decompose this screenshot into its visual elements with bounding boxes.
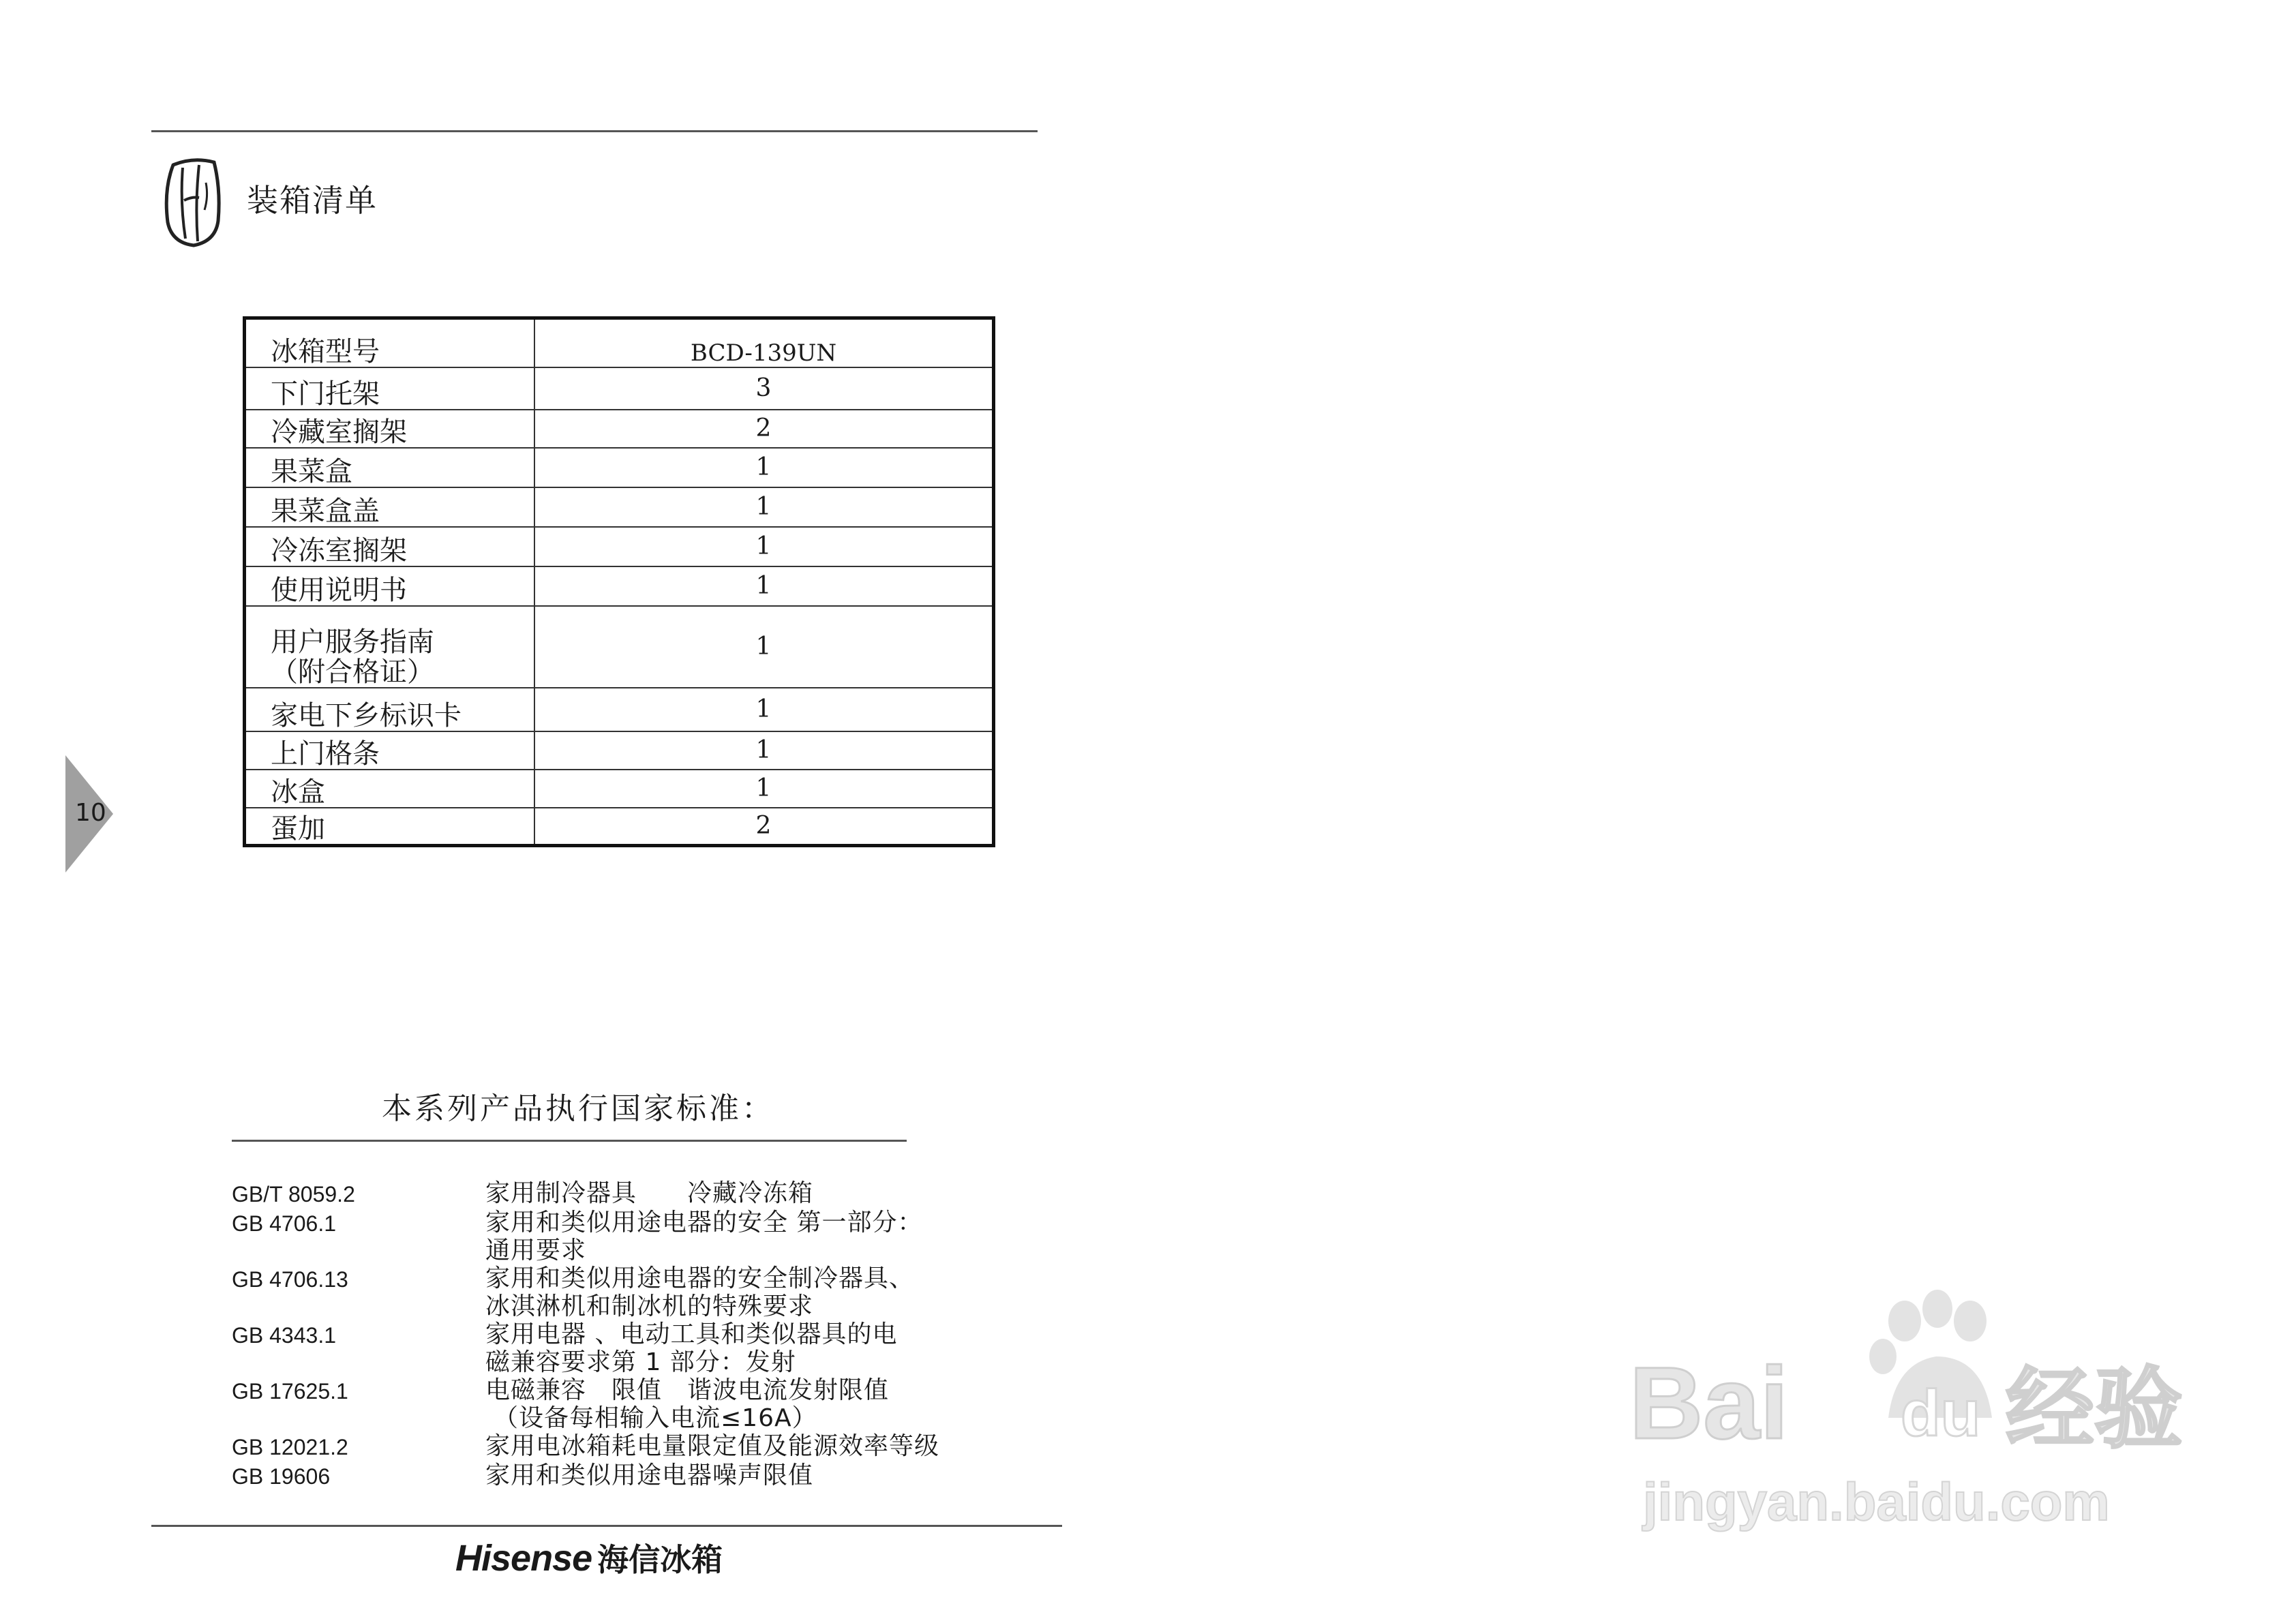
- standard-description: [485, 1461, 813, 1489]
- item-name: [245, 688, 535, 731]
- item-name-line: 果菜盒: [271, 455, 352, 487]
- table-row: [245, 770, 994, 808]
- standard-description-line: 家用电器 、电动工具和类似器具的电: [485, 1320, 898, 1348]
- refrigerator-icon: [160, 155, 226, 249]
- brand-logo: [455, 1535, 723, 1580]
- table-row: [245, 487, 994, 527]
- standard-description: [485, 1179, 813, 1207]
- standard-code: GB 17625.1: [232, 1379, 348, 1404]
- standards-rule: [232, 1140, 907, 1142]
- bottom-rule: [151, 1525, 1062, 1527]
- standard-description-line: （设备每相输入电流≤16A）: [494, 1404, 817, 1432]
- item-name: [245, 367, 535, 410]
- standard-code: GB 19606: [232, 1464, 331, 1489]
- standard-item: [232, 1461, 1023, 1491]
- standard-item: [232, 1320, 1023, 1376]
- item-name-line: （附合格证）: [271, 656, 434, 688]
- item-name-line: 用户服务指南: [271, 626, 434, 658]
- standard-description: [485, 1209, 922, 1264]
- item-name-line: 冰箱型号: [271, 335, 380, 367]
- standard-description: [485, 1264, 914, 1320]
- watermark-cn: 经验: [2006, 1357, 2184, 1461]
- item-name-line: 使用说明书: [271, 574, 407, 606]
- item-name-line: 蛋加: [271, 813, 325, 845]
- standard-description-line: 家用电冰箱耗电量限定值及能源效率等级: [485, 1432, 940, 1460]
- standard-description-line: 家用和类似用途电器的安全 第一部分：: [485, 1209, 923, 1237]
- item-name: [245, 487, 535, 527]
- table-row: [245, 566, 994, 606]
- watermark-bai: Bai: [1629, 1346, 1789, 1460]
- item-name: [245, 527, 535, 566]
- item-quantity: 1: [534, 487, 994, 527]
- standard-item: [232, 1432, 1023, 1461]
- standard-description-line: 家用和类似用途电器噪声限值: [485, 1461, 814, 1489]
- item-name: [245, 606, 535, 688]
- standard-description-line: 电磁兼容 限值 谐波电流发射限值: [485, 1376, 890, 1404]
- item-name-line: 上门格条: [271, 738, 380, 770]
- brand-cn: 海信冰箱: [597, 1541, 723, 1578]
- item-name: [245, 448, 535, 487]
- standard-description-line: 通用要求: [485, 1237, 587, 1264]
- baidu-jingyan-watermark: [1629, 1281, 2202, 1554]
- standard-code: GB 4706.13: [232, 1267, 348, 1292]
- standard-description-line: 冰淇淋机和制冰机的特殊要求: [485, 1292, 814, 1320]
- standard-code: GB 4343.1: [232, 1323, 336, 1348]
- table-row: [245, 731, 994, 770]
- item-quantity: 2: [534, 410, 994, 448]
- item-name-line: 冷藏室搁架: [271, 416, 407, 448]
- page-number: 10: [75, 799, 106, 827]
- item-name: [245, 410, 535, 448]
- item-name: [245, 770, 535, 808]
- standard-description-line: 磁兼容要求第 1 部分：发射: [485, 1348, 796, 1376]
- item-quantity: 1: [534, 448, 994, 487]
- item-name: [245, 566, 535, 606]
- standard-item: [232, 1376, 1023, 1432]
- table-row: [245, 410, 994, 448]
- item-quantity: 1: [534, 688, 994, 731]
- item-name-line: 冷冻室搁架: [271, 534, 407, 566]
- table-row: [245, 808, 994, 846]
- standard-description-line: 家用和类似用途电器的安全制冷器具、: [485, 1264, 915, 1292]
- table-row: [245, 606, 994, 688]
- item-quantity: 1: [534, 770, 994, 808]
- item-name-line: 下门托架: [271, 378, 380, 410]
- standard-item: [232, 1209, 1023, 1264]
- item-quantity: 2: [534, 808, 994, 846]
- standard-item: [232, 1179, 1023, 1209]
- item-name-line: 冰盒: [271, 776, 325, 808]
- item-quantity: 1: [534, 527, 994, 566]
- item-quantity: 3: [534, 367, 994, 410]
- table-row: [245, 318, 994, 367]
- item-quantity: 1: [534, 606, 994, 688]
- table-row: [245, 527, 994, 566]
- standard-code: GB/T 8059.2: [232, 1182, 355, 1207]
- standard-description: [485, 1376, 889, 1432]
- standard-code: GB 12021.2: [232, 1435, 348, 1459]
- item-name-line: 果菜盒盖: [271, 495, 380, 527]
- standard-code: GB 4706.1: [232, 1211, 336, 1236]
- standard-description-line: 家用制冷器具 冷藏冷冻箱: [485, 1179, 814, 1207]
- watermark-url: jingyan.baidu.com: [1643, 1472, 2110, 1532]
- table-row: [245, 448, 994, 487]
- item-name: [245, 731, 535, 770]
- item-name: [245, 808, 535, 846]
- item-quantity: 1: [534, 731, 994, 770]
- item-name: [245, 318, 535, 367]
- standards-list: [232, 1179, 1023, 1491]
- model-number: BCD-139UN: [534, 318, 994, 367]
- top-rule: [151, 130, 1038, 132]
- section-title: 装箱清单: [247, 182, 378, 219]
- standard-description: [485, 1320, 897, 1376]
- item-name-line: 家电下乡标识卡: [271, 699, 462, 731]
- table-row: [245, 688, 994, 731]
- table-row: [245, 367, 994, 410]
- watermark-du: du: [1901, 1377, 1981, 1450]
- packing-list-table: [243, 316, 995, 847]
- brand-name: Hisense: [455, 1538, 592, 1579]
- standard-description: [485, 1432, 939, 1460]
- item-quantity: 1: [534, 566, 994, 606]
- standard-item: [232, 1264, 1023, 1320]
- standards-title: 本系列产品执行国家标准：: [382, 1091, 774, 1126]
